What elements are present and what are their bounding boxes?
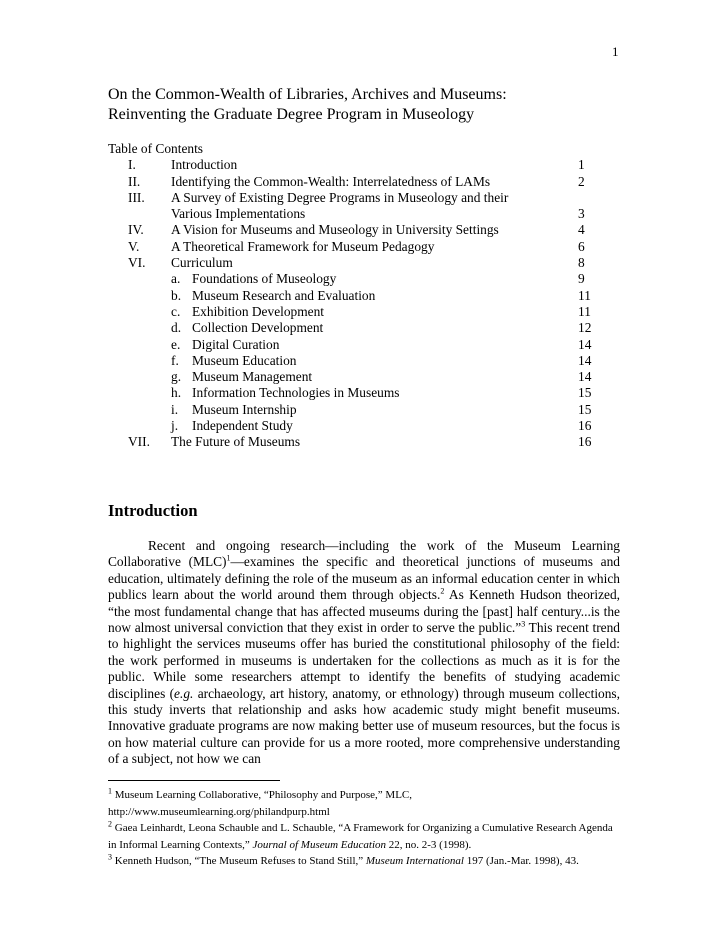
toc-subentry-label: Foundations of Museology [192, 271, 337, 287]
toc-entry-continuation [108, 206, 608, 222]
toc-subentry-page: 14 [578, 352, 592, 368]
text-run: Recent and ongoing research—including the work of the Museum Learning Collaborative (MLC) [108, 538, 620, 570]
toc-subentry-label: Information Technologies in Museums [192, 385, 400, 401]
toc-entry [108, 157, 608, 173]
toc-entry-number: VI. [128, 255, 146, 271]
footnote-separator [108, 780, 280, 781]
toc-subentry [108, 418, 608, 434]
italic-abbreviation: e.g. [174, 685, 194, 701]
title-line-2: Reinventing the Graduate Degree Program in Museology [108, 106, 475, 123]
toc-entry-label: Identifying the Common-Wealth: Interrelatedness of LAMs [171, 173, 491, 189]
text-run: As Kenneth Hudson theorized, “the most fundamental change that has affected museums during the [past] half century...is the now almost universal conviction that they exist in order to serve the public.” [108, 587, 620, 636]
footnote-text: 197 (Jan.-Mar. 1998), 43. [463, 855, 579, 867]
toc-entry-page: 3 [578, 206, 585, 222]
toc-heading: Table of Contents [108, 141, 204, 156]
toc-subentry-letter: e. [171, 336, 181, 352]
toc-subentry-label: Independent Study [192, 418, 293, 434]
toc-entry-number: I. [128, 157, 136, 173]
toc-subentry [108, 288, 608, 304]
toc-entry-page: 16 [578, 434, 592, 450]
toc-subentry-letter: b. [171, 287, 182, 303]
document-title [108, 85, 507, 125]
toc-entry [108, 222, 608, 238]
footnote-marker: 2 [440, 586, 445, 596]
toc-subentry-page: 12 [578, 320, 592, 336]
toc-subentry-letter: a. [171, 271, 181, 287]
toc-subentry [108, 385, 608, 401]
toc-entry-label: Introduction [171, 157, 238, 173]
toc-entry [108, 174, 608, 190]
toc-entry-number: IV. [128, 222, 144, 238]
toc-subentry-label: Museum Management [192, 369, 313, 385]
text-run: —examines the specific and theoretical junctions of museums and education, ultimately defining the role of the museum as an informal education center in which publics learn about the world around them through objects. [108, 554, 620, 603]
toc-subentry-label: Exhibition Development [192, 303, 325, 319]
toc-entry-number: VII. [128, 434, 150, 450]
toc-subentry-label: Digital Curation [192, 336, 280, 352]
footnote-number: 2 [108, 819, 112, 829]
toc-entry [108, 434, 608, 450]
toc-entry-number: III. [128, 189, 145, 205]
toc-subentry-label: Museum Research and Evaluation [192, 287, 376, 303]
footnote-text: Gaea Leinhardt, Leona Schauble and L. Schauble, “A Framework for Organizing a Cumulative Research Agenda in Informal Learning Contexts,” [108, 822, 613, 851]
toc-subentry-page: 14 [578, 336, 592, 352]
toc-subentry-letter: g. [171, 369, 182, 385]
toc-subentry [108, 369, 608, 385]
toc-subentry-label: Collection Development [192, 320, 324, 336]
page-number: 1 [612, 44, 619, 59]
toc-subentry-page: 11 [578, 303, 591, 319]
toc-entry-label: A Theoretical Framework for Museum Pedagogy [171, 238, 435, 254]
footnote-1 [108, 787, 620, 804]
toc-subentry-letter: h. [171, 385, 182, 401]
footnotes [108, 787, 620, 870]
toc-subentry [108, 320, 608, 336]
footnote-text: Museum Learning Collaborative, “Philosophy and Purpose,” MLC, [112, 789, 413, 801]
footnote-marker: 1 [226, 553, 231, 563]
toc-subentry [108, 353, 608, 369]
table-of-contents [108, 141, 608, 451]
footnote-2 [108, 820, 620, 853]
footnote-marker: 3 [521, 619, 526, 629]
footnote-text: 22, no. 2-3 (1998). [386, 838, 472, 851]
toc-subentry-letter: f. [171, 352, 179, 368]
toc-subentry-page: 9 [578, 271, 585, 287]
section-heading-introduction: Introduction [108, 501, 198, 520]
toc-subentry [108, 402, 608, 418]
toc-subentry-page: 16 [578, 418, 592, 434]
footnote-3 [108, 853, 620, 870]
toc-entry-page: 4 [578, 222, 585, 238]
toc-entry-number: V. [128, 238, 140, 254]
title-line-1: On the Common-Wealth of Libraries, Archives and Museums: [108, 86, 507, 103]
toc-entry-page: 1 [578, 157, 585, 173]
toc-entry [108, 239, 608, 255]
toc-entry-page: 8 [578, 255, 585, 271]
footnote-text: Kenneth Hudson, “The Museum Refuses to Stand Still,” [112, 855, 366, 867]
text-run: archaeology, art history, anatomy, or ethnology) through museum collections, this study inverts that relationship and asks how academic study might benefit museums. Innovative graduate programs are now making better use of museum resources, but the focus is on how material culture can provide for us a more rooted, more comprehensive understanding of a subject, not how we can [108, 685, 620, 767]
toc-entry-label-continued: Various Implementations [171, 206, 306, 222]
toc-subentry-letter: j. [171, 418, 179, 434]
toc-subentry-page: 15 [578, 385, 592, 401]
toc-subentry [108, 304, 608, 320]
toc-subentry-letter: d. [171, 320, 182, 336]
toc-entry-number: II. [128, 173, 141, 189]
footnote-1-url: http://www.museumlearning.org/philandpurp.html [108, 805, 330, 818]
toc-entry [108, 190, 608, 206]
toc-entry [108, 255, 608, 271]
toc-entry-page: 6 [578, 238, 585, 254]
toc-entry-page: 2 [578, 173, 585, 189]
toc-subentry-letter: i. [171, 401, 179, 417]
footnote-journal: Journal of Museum Education [252, 838, 387, 851]
toc-entry-label: A Survey of Existing Degree Programs in Museology and their [171, 189, 509, 205]
toc-subentry-letter: c. [171, 303, 181, 319]
toc-subentry-label: Museum Internship [192, 401, 297, 417]
introduction-body [108, 538, 620, 768]
footnote-number: 3 [108, 852, 112, 862]
text-run: This recent trend to highlight the services museums offer has buried the constitutional philosophy of the field: the work performed in museums is undertaken for the collections as much as it is for the public. While some researchers attempt to identify the benefits of studying academic disciplines ( [108, 620, 620, 701]
toc-subentry-page: 14 [578, 369, 592, 385]
toc-subentry [108, 271, 608, 287]
introduction-paragraph [108, 538, 620, 768]
footnote-number: 1 [108, 786, 112, 796]
toc-subentry-label: Museum Education [192, 352, 297, 368]
toc-subentry-page: 11 [578, 287, 591, 303]
toc-entry-label: A Vision for Museums and Museology in University Settings [171, 222, 499, 238]
footnote-journal: Museum International [365, 855, 464, 867]
toc-entry-label: Curriculum [171, 255, 233, 271]
toc-subentry-page: 15 [578, 401, 592, 417]
toc-subentry [108, 337, 608, 353]
toc-entry-label: The Future of Museums [171, 434, 301, 450]
